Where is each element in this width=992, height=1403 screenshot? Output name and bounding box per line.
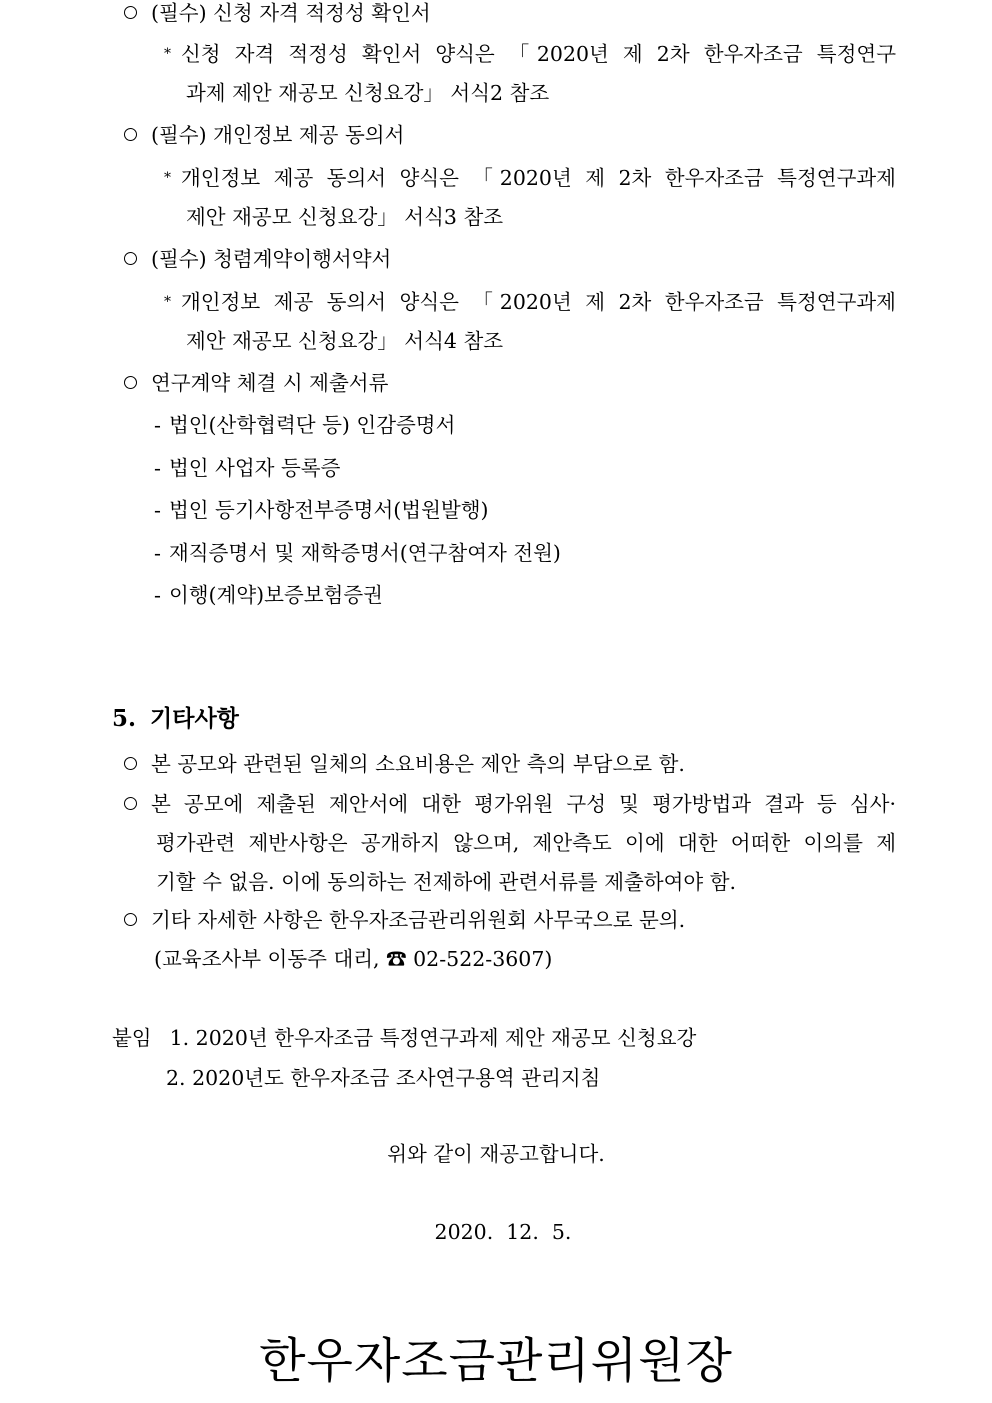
phone-icon: ☎ (386, 947, 407, 971)
contract-docs-title: 연구계약 체결 시 제출서류 (124, 370, 388, 396)
asterisk-icon: * (164, 294, 171, 310)
dash-bullet: - (154, 541, 161, 565)
circle-bullet-icon (124, 797, 137, 810)
form-item-1-note-line2: 과제 제안 재공모 신청요강」 서식2 참조 (186, 81, 550, 105)
circle-bullet-icon (124, 128, 137, 141)
dash-bullet: - (154, 413, 161, 437)
issuer-title: 한우자조금관리위원장 (259, 1333, 733, 1389)
section-5-bullet-2-line1: 본 공모에 제출된 제안서에 대한 평가위원 구성 및 평가방법과 결과 등 심사· (124, 791, 896, 817)
section-5-bullet-2-line3: 기할 수 없음. 이에 동의하는 전제하에 관련서류를 제출하여야 함. (156, 870, 737, 894)
dash-bullet: - (154, 456, 161, 480)
attachment-2: 2. 2020년도 한우자조금 조사연구용역 관리지침 (166, 1066, 601, 1090)
section-5-bullet-3: 기타 자세한 사항은 한우자조금관리위원회 사무국으로 문의. (124, 907, 685, 933)
circle-bullet-icon (124, 757, 137, 770)
contract-doc-item: - 법인 등기사항전부증명서(법원발행) (154, 498, 489, 522)
section-5-heading: 5. 기타사항 (112, 705, 239, 732)
form-item-3-title: (필수) 청렴계약이행서약서 (124, 246, 391, 272)
dash-bullet: - (154, 583, 161, 607)
form-item-3-note-line1: * 개인정보 제공 동의서 양식은 「2020년 제 2차 한우자조금 특정연구과제 (164, 290, 896, 314)
contract-doc-item: - 법인 사업자 등록증 (154, 456, 341, 480)
circle-bullet-icon (124, 252, 137, 265)
attachment-1: 붙임 1. 2020년 한우자조금 특정연구과제 제안 재공모 신청요강 (112, 1026, 697, 1050)
circle-bullet-icon (124, 913, 137, 926)
section-5-bullet-2-line2: 평가관련 제반사항은 공개하지 않으며, 제안측도 이에 대한 어떠한 이의를 제 (156, 831, 896, 855)
circle-bullet-icon (124, 376, 137, 389)
asterisk-icon: * (164, 170, 171, 186)
closing-statement: 위와 같이 재공고합니다. (387, 1142, 605, 1166)
dash-bullet: - (154, 498, 161, 522)
contract-doc-item: - 이행(계약)보증보험증권 (154, 583, 383, 607)
contract-doc-item: - 재직증명서 및 재학증명서(연구참여자 전원) (154, 541, 561, 565)
asterisk-icon: * (164, 46, 171, 62)
contact-info: (교육조사부 이동주 대리, ☎ 02-522-3607) (154, 947, 553, 971)
section-5-bullet-1: 본 공모와 관련된 일체의 소요비용은 제안 측의 부담으로 함. (124, 751, 685, 777)
contract-doc-item: - 법인(산학협력단 등) 인감증명서 (154, 413, 456, 437)
form-item-2-note-line2: 제안 재공모 신청요강」 서식3 참조 (186, 205, 504, 229)
form-item-1-title: (필수) 신청 자격 적정성 확인서 (124, 0, 431, 26)
document-date: 2020. 12. 5. (434, 1220, 572, 1244)
circle-bullet-icon (124, 6, 137, 19)
form-item-1-note-line1: * 신청 자격 적정성 확인서 양식은 「2020년 제 2차 한우자조금 특정연구 (164, 42, 896, 66)
form-item-2-note-line1: * 개인정보 제공 동의서 양식은 「2020년 제 2차 한우자조금 특정연구과제 (164, 166, 896, 190)
form-item-3-note-line2: 제안 재공모 신청요강」 서식4 참조 (186, 329, 504, 353)
form-item-2-title: (필수) 개인정보 제공 동의서 (124, 122, 404, 148)
